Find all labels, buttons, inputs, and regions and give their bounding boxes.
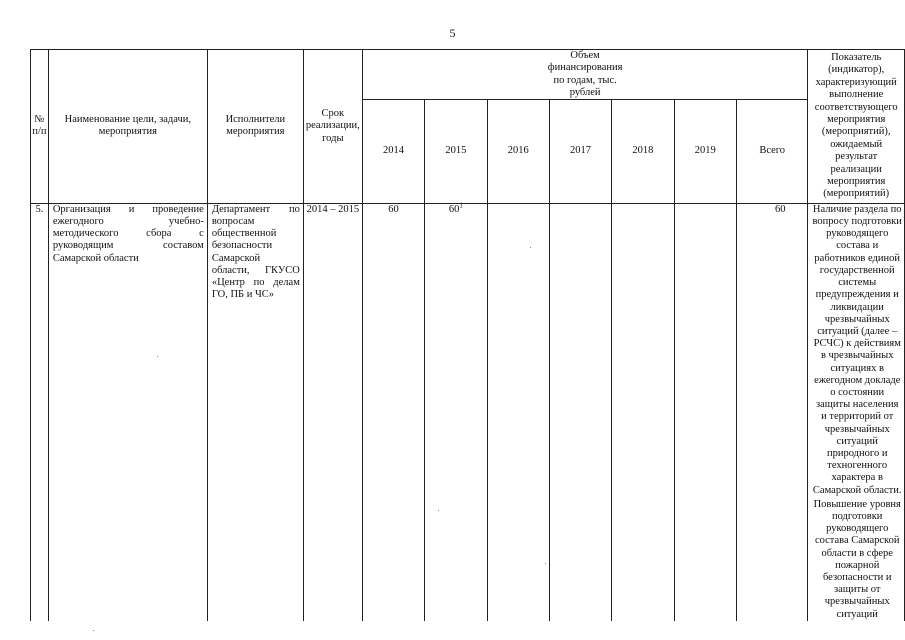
row-num: 5. xyxy=(31,203,49,620)
scan-speck xyxy=(93,630,94,631)
row-value-2017 xyxy=(549,203,611,620)
indicator-paragraph: Повышение уровня подготовки руководящего состава Самарской области в сфере пожарной безопасности и защиты от чрезвычайных ситуаций xyxy=(813,498,901,620)
scan-speck xyxy=(530,247,531,248)
header-goal: Наименование цели, задачи, мероприятия xyxy=(48,50,207,204)
row-value-2015-text: 60 xyxy=(448,203,460,215)
header-year: 2019 xyxy=(674,100,736,204)
header-num: № п/п xyxy=(31,50,49,204)
header-executors: Исполнители мероприятия xyxy=(207,50,303,204)
row-total: 60 xyxy=(736,203,807,620)
scan-speck xyxy=(157,356,158,357)
header-term: Срок реализации, годы xyxy=(303,50,362,204)
row-term: 2014 – 2015 xyxy=(303,203,362,620)
row-value-2016 xyxy=(487,203,549,620)
row-executors: Департамент по вопросам общественной безопасности Самарской области, ГКУСО «Центр по делам ГО, ПБ и ЧС» xyxy=(207,203,303,620)
header-year: 2014 xyxy=(362,100,424,204)
program-table xyxy=(30,49,905,621)
header-year: 2018 xyxy=(612,100,674,204)
page-number: 5 xyxy=(449,26,456,40)
header-year: 2017 xyxy=(549,100,611,204)
row-value-2015 xyxy=(425,203,487,620)
row-indicator xyxy=(808,203,905,620)
row-value-2014: 60 xyxy=(362,203,424,620)
header-year: 2015 xyxy=(425,100,487,204)
table-row xyxy=(31,203,905,620)
scan-speck xyxy=(438,510,439,511)
header-funding: Объем финансирования по годам, тыс. рублей xyxy=(362,50,808,100)
indicator-paragraph: Наличие раздела по вопросу подготовки руководящего состава и работников единой государственной системы предупреждения и ликвидации чрезвычайных ситуаций (далее – РСЧС) к действиям в чрезвычайных ситуациях в ежегодном докладе о состоянии защиты населения и территорий от чрезвычайных ситуаций природного и техногенного характера в Самарской области. xyxy=(812,203,902,496)
row-goal: Организация и проведение ежегодного учебно-методического сбора с руководящим составом Самарской области xyxy=(48,203,207,620)
scan-speck xyxy=(545,563,546,564)
header-indicator: Показатель (индикатор), характеризующий выполнение соответствующего мероприятия (мероприятий), ожидаемый результат реализации мероприятия (мероприятий) xyxy=(808,50,905,204)
row-value-2019 xyxy=(674,203,736,620)
header-year: 2016 xyxy=(487,100,549,204)
row-value-2018 xyxy=(612,203,674,620)
header-total: Всего xyxy=(736,100,807,204)
footnote-mark: 1 xyxy=(459,201,463,210)
